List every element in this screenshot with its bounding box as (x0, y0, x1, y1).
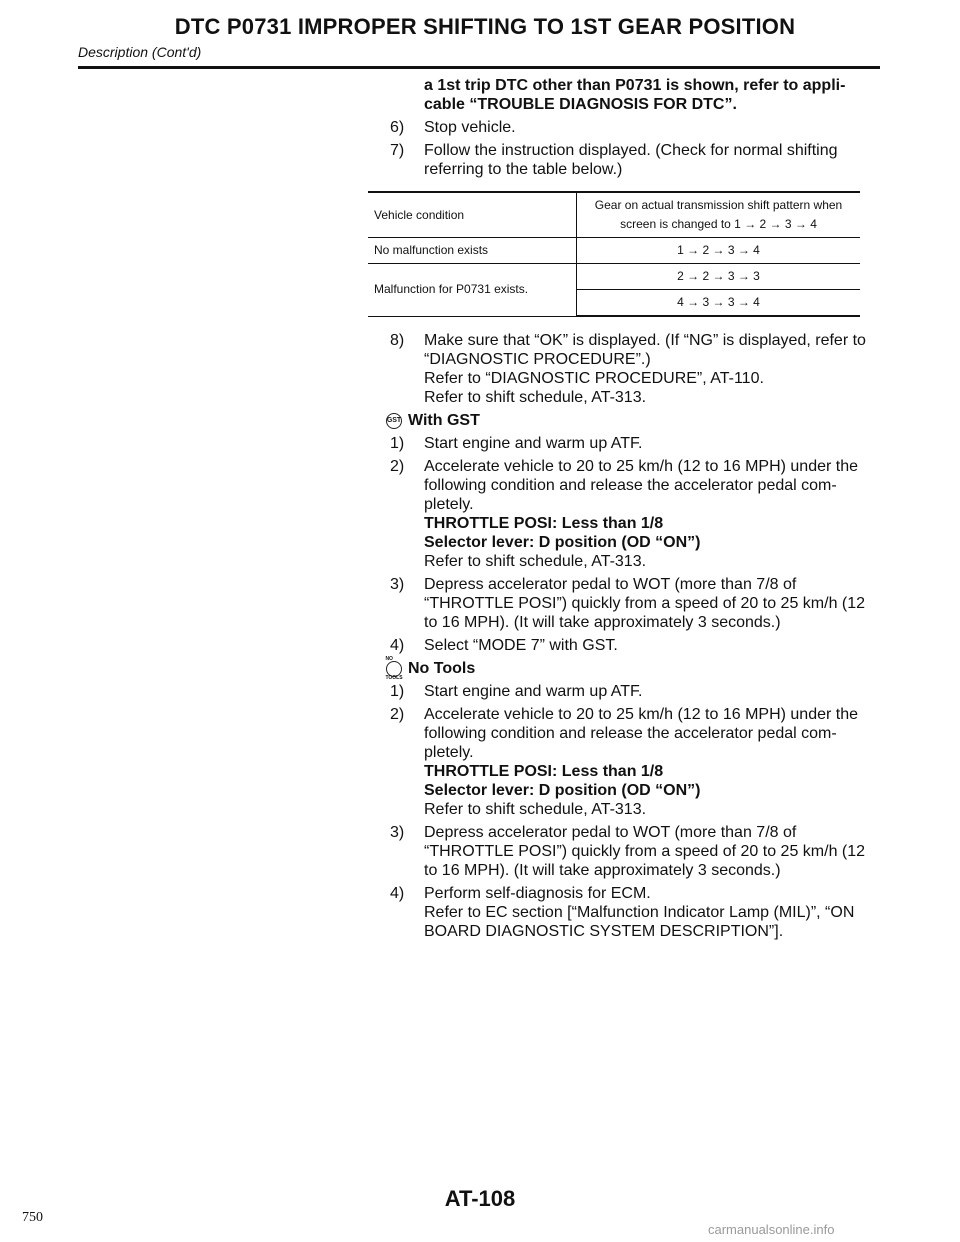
table-header-row (368, 192, 860, 238)
gst-step-1 (386, 434, 880, 453)
step-text: Select “MODE 7” with GST. (424, 637, 618, 654)
section-with-gst (386, 411, 880, 430)
condition-throttle: THROTTLE POSI: Less than 1/8 (424, 515, 664, 532)
step-text: Start engine and warm up ATF. (424, 435, 643, 452)
step-number: 2) (390, 458, 405, 475)
watermark-link[interactable]: carmanualsonline.info (708, 1222, 835, 1237)
table-row (368, 264, 860, 290)
header-rule (78, 66, 880, 69)
step-text: Depress accelerator pedal to WOT (more than 7/8 of “THROTTLE POSI”) quickly from a speed of 20 to 25 km/h (12 to 16 MPH). (It will take approximately 3 seconds.) (424, 576, 866, 631)
intro-text: a 1st trip DTC other than P0731 is shown, refer to appli-cable “TROUBLE DIAGNOSIS FOR DTC”. (424, 77, 846, 113)
page-subtitle: Description (Cont'd) (78, 44, 202, 60)
step-6 (386, 118, 880, 137)
pattern-cell: 1 → 2 → 3 → 4 (577, 238, 861, 264)
gst-step-3 (386, 575, 880, 632)
section-heading: No Tools (408, 660, 476, 677)
step-7 (386, 141, 880, 179)
step-body: Accelerate vehicle to 20 to 25 km/h (12 to 16 MPH) under the following condition and release the accelerator pedal com-pletely. (424, 458, 859, 513)
step-number: 3) (390, 576, 405, 593)
step8-line3: Refer to shift schedule, AT-313. (424, 389, 647, 406)
notools-step-1 (386, 682, 880, 701)
step-text: Depress accelerator pedal to WOT (more than 7/8 of “THROTTLE POSI”) quickly from a speed of 20 to 25 km/h (12 to 16 MPH). (It will take approximately 3 seconds.) (424, 824, 866, 879)
notools-step-4 (386, 884, 880, 941)
step-text (424, 331, 880, 407)
pattern-cell: 4 → 3 → 3 → 4 (577, 290, 861, 317)
step-number: 1) (390, 435, 405, 452)
step-text (424, 705, 880, 819)
gst-icon: GST (386, 413, 402, 429)
notools-step-2 (386, 705, 880, 819)
step-text: Start engine and warm up ATF. (424, 683, 643, 700)
side-page-number: 750 (22, 1210, 43, 1225)
header-gear-pattern: Gear on actual transmission shift pattern when screen is changed to 1 → 2 → 3 → 4 (577, 192, 861, 238)
condition-cell: No malfunction exists (368, 238, 577, 264)
step-body: Perform self-diagnosis for ECM. (424, 885, 651, 902)
step8-line2: Refer to “DIAGNOSTIC PROCEDURE”, AT-110. (424, 370, 764, 387)
no-tools-icon: NO TOOLS (385, 655, 403, 681)
table-row (368, 238, 860, 264)
step-number: 7) (390, 142, 405, 159)
step-number: 2) (390, 706, 405, 723)
section-heading: With GST (408, 412, 480, 429)
pattern-cell: 2 → 2 → 3 → 3 (577, 264, 861, 290)
gst-step-2 (386, 457, 880, 571)
condition-selector: Selector lever: D position (OD “ON”) (424, 534, 701, 551)
step-reference: Refer to shift schedule, AT-313. (424, 801, 647, 818)
step-number: 1) (390, 683, 405, 700)
page-title: DTC P0731 IMPROPER SHIFTING TO 1ST GEAR POSITION (174, 14, 796, 39)
step-text: Follow the instruction displayed. (Check for normal shifting referring to the table below.) (424, 142, 838, 178)
gst-step-4 (386, 636, 880, 655)
step-reference: Refer to EC section [“Malfunction Indicator Lamp (MIL)”, “ON BOARD DIAGNOSTIC SYSTEM DESCRIPTION”]. (424, 904, 855, 940)
header-vehicle-condition: Vehicle condition (368, 192, 577, 238)
notools-step-3 (386, 823, 880, 880)
step-text (424, 884, 880, 941)
step8-line1: Make sure that “OK” is displayed. (If “NG” is displayed, refer to “DIAGNOSTIC PROCEDURE”.) (424, 332, 866, 368)
step-number: 6) (390, 119, 405, 136)
condition-selector: Selector lever: D position (OD “ON”) (424, 782, 701, 799)
page-number: AT-108 (444, 1186, 516, 1211)
step-8 (386, 331, 880, 407)
step-text: Stop vehicle. (424, 119, 516, 136)
step-number: 4) (390, 637, 405, 654)
step-number: 8) (390, 332, 405, 349)
step-body: Accelerate vehicle to 20 to 25 km/h (12 to 16 MPH) under the following condition and release the accelerator pedal com-pletely. (424, 706, 859, 761)
condition-throttle: THROTTLE POSI: Less than 1/8 (424, 763, 664, 780)
section-no-tools (385, 655, 880, 681)
step-text (424, 457, 880, 571)
step-reference: Refer to shift schedule, AT-313. (424, 553, 647, 570)
shift-pattern-table (368, 191, 860, 317)
main-content (374, 76, 880, 945)
step-number: 4) (390, 885, 405, 902)
step-number: 3) (390, 824, 405, 841)
condition-cell: Malfunction for P0731 exists. (368, 264, 577, 317)
